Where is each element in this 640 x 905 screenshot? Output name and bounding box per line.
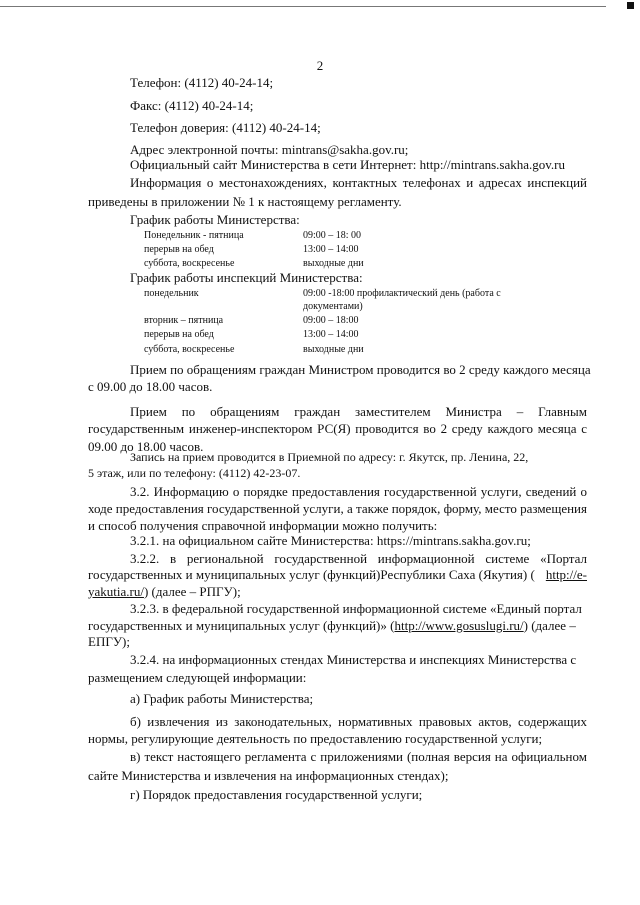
section-3-2-2-line2	[88, 567, 587, 583]
section-3-2-3-line3: ЕПГУ);	[88, 634, 130, 649]
reception-minister-line2: с 09.00 до 18.00 часов.	[88, 379, 213, 394]
item-v-line1: в) текст настоящего регламента с приложениями (полная версия на официальном	[130, 749, 587, 764]
section-3-2-4-line2: размещением следующей информации:	[88, 670, 307, 685]
inspections-schedule-time-cont: документами)	[303, 301, 363, 312]
gosuslugi-link[interactable]: http://www.gosuslugi.ru/	[394, 618, 524, 633]
hotline-line: Телефон доверия: (4112) 40-24-14;	[130, 120, 321, 135]
ministry-schedule-time: выходные дни	[303, 258, 364, 269]
ministry-schedule-day: суббота, воскресенье	[144, 258, 235, 269]
word: по	[181, 404, 196, 419]
section-3-2-1: 3.2.1. на официальном сайте Министерства: https://mintrans.sakha.gov.ru;	[130, 533, 531, 548]
section-3-2-2-tail: ) (далее – РПГУ);	[143, 584, 241, 599]
page-number: 2	[316, 58, 324, 73]
section-3-2-2-line1: 3.2.2. в региональной государственной информационной системе «Портал	[130, 551, 587, 566]
section-3-2-line2: ходе предоставления государственной услуги, а также порядок, форму, место размещения	[88, 501, 587, 516]
inspections-info-line1: Информация о местонахождениях, контактных телефонах и адресах инспекций	[130, 175, 587, 190]
ministry-schedule-time: 13:00 – 14:00	[303, 244, 359, 255]
item-v-line2: сайте Министерства и извлечения на информационных стендах);	[88, 768, 449, 783]
word: –	[516, 404, 524, 419]
inspections-info-line2: приведены в приложении № 1 к настоящему регламенту.	[88, 194, 402, 209]
inspections-schedule-time: 13:00 – 14:00	[303, 329, 359, 340]
item-b-line1: б) извлечения из законодательных, нормативных правовых актов, содержащих	[130, 714, 587, 729]
inspections-schedule-day: вторник – пятница	[144, 315, 224, 326]
item-a: а) График работы Министерства;	[130, 691, 314, 706]
section-3-2-3-line2	[88, 618, 576, 634]
word: Главным	[538, 404, 587, 419]
phone-line: Телефон: (4112) 40-24-14;	[130, 75, 274, 90]
inspections-schedule-day: перерыв на обед	[144, 329, 214, 340]
inspections-schedule-day: понедельник	[144, 288, 199, 299]
top-border-line	[0, 6, 606, 7]
ministry-schedule-day: перерыв на обед	[144, 244, 214, 255]
reception-deputy-line3: 09.00 до 18.00 часов.	[88, 439, 204, 454]
fax-line: Факс: (4112) 40-24-14;	[130, 98, 254, 113]
email-line: Адрес электронной почты: mintrans@sakha.gov.ru;	[130, 142, 409, 157]
reception-minister-line1: Прием по обращениям граждан Министром проводится во 2 среду каждого месяца	[130, 362, 591, 377]
word: граждан	[294, 404, 341, 419]
word: заместителем	[355, 404, 431, 419]
item-g: г) Порядок предоставления государственной услуги;	[130, 787, 423, 802]
section-3-2-line1: 3.2. Информацию о порядке предоставления государственной услуги, сведений о	[130, 484, 587, 499]
section-3-2-4-line1: 3.2.4. на информационных стендах Министерства и инспекциях Министерства с	[130, 652, 577, 667]
appointment-line2: 5 этаж, или по телефону: (4112) 42-23-07.	[88, 466, 301, 480]
inspections-schedule-time: 09:00 -18:00 профилактический день (работа с	[303, 288, 501, 299]
section-3-2-3-tail: ) (далее –	[523, 618, 576, 633]
inspections-schedule-title: График работы инспекций Министерства:	[130, 270, 363, 285]
reception-deputy-line1	[130, 404, 587, 420]
reception-deputy-line2: государственным инженер-инспектором РС(Я) проводится во 2 среду каждого месяца с	[88, 421, 587, 436]
epgu-region-link-cont[interactable]: yakutia.ru/	[88, 584, 144, 599]
ministry-schedule-time: 09:00 – 18: 00	[303, 230, 362, 241]
corner-mark	[627, 2, 634, 9]
ministry-schedule-title: График работы Министерства:	[130, 212, 300, 227]
word: обращениям	[210, 404, 280, 419]
section-3-2-line3: и способ получения справочной информации можно получить:	[88, 518, 438, 533]
section-3-2-3-line1: 3.2.3. в федеральной государственной информационной системе «Единый портал	[130, 601, 582, 616]
website-line: Официальный сайт Министерства в сети Интернет: http://mintrans.sakha.gov.ru	[130, 157, 565, 172]
section-3-2-3-text: государственных и муниципальных услуг (функций)» (	[88, 618, 395, 633]
section-3-2-2-text: государственных и муниципальных услуг (функций)Республики Саха (Якутия) (	[88, 567, 535, 582]
word: Прием	[130, 404, 167, 419]
inspections-schedule-time: выходные дни	[303, 344, 364, 355]
inspections-schedule-time: 09:00 – 18:00	[303, 315, 359, 326]
item-b-line2: нормы, регулирующие деятельность по предоставлению государственной услуги;	[88, 731, 543, 746]
appointment-line1: Запись на прием проводится в Приемной по адресу: г. Якутск, пр. Ленина, 22,	[130, 450, 529, 464]
inspections-schedule-day: суббота, воскресенье	[144, 344, 235, 355]
word: Министра	[445, 404, 502, 419]
section-3-2-2-line3	[88, 584, 241, 600]
epgu-region-link[interactable]: http://e-	[545, 567, 587, 582]
ministry-schedule-day: Понедельник - пятница	[144, 230, 244, 241]
